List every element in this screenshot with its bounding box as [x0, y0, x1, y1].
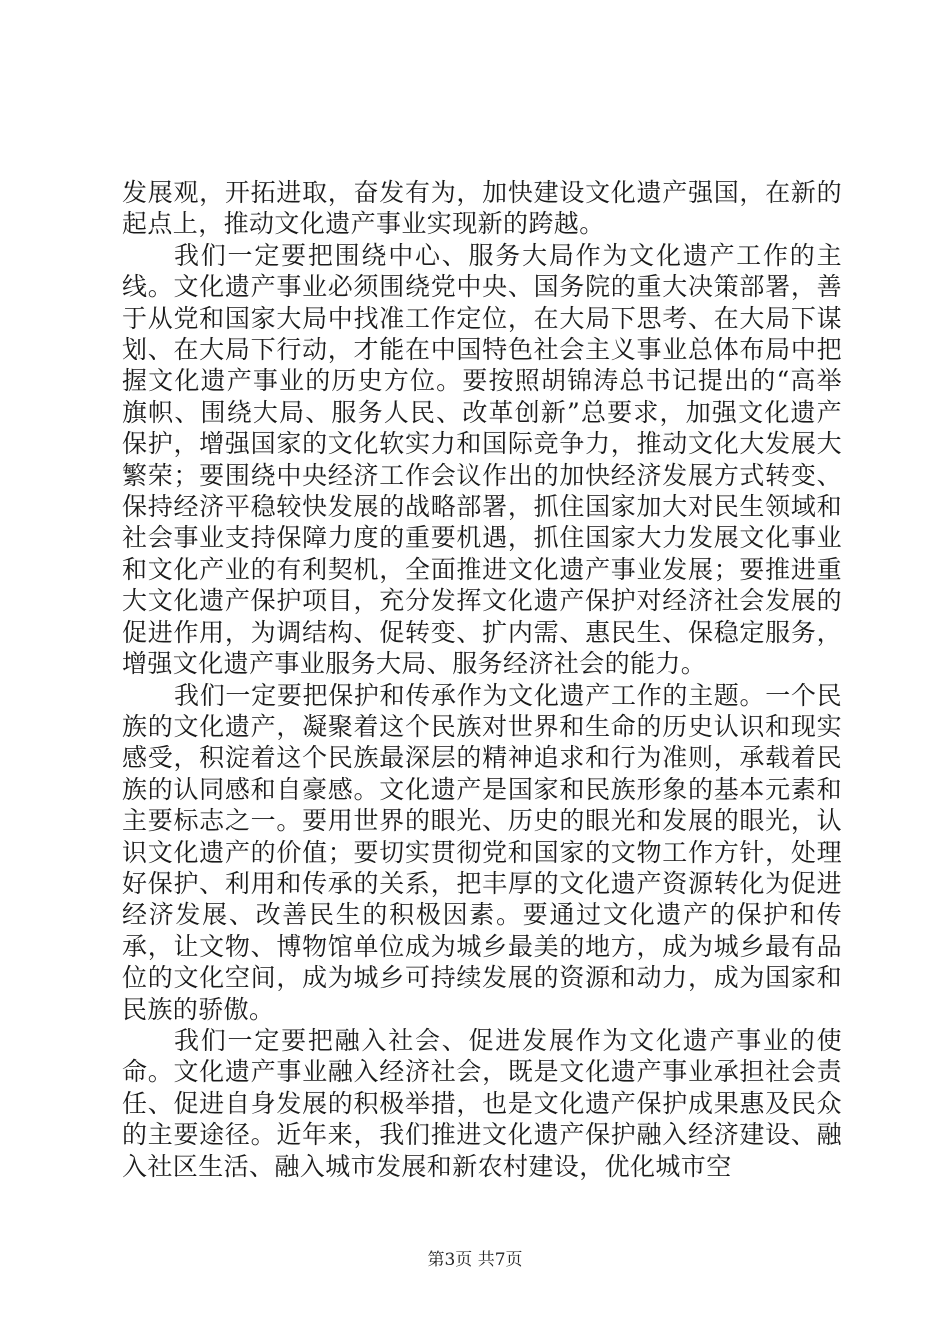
paragraph-mission: 我们一定要把融入社会、促进发展作为文化遗产事业的使命。文化遗产事业融入经济社会，既是文化遗产事业承担社会责任、促进自身发展的积极举措，也是文化遗产保护成果惠及民众的主要途径。近年来，我们推进文化遗产保护融入经济建设、融入社区生活、融入城市发展和新农村建设，优化城市空 — [122, 1025, 842, 1181]
document-body — [122, 177, 842, 1182]
paragraph-main-line: 我们一定要把围绕中心、服务大局作为文化遗产工作的主线。文化遗产事业必须围绕党中央、国务院的重大决策部署，善于从党和国家大局中找准工作定位，在大局下思考、在大局下谋划、在大局下行动，才能在中国特色社会主义事业总体布局中把握文化遗产事业的历史方位。要按照胡锦涛总书记提出的“高举旗帜、围绕大局、服务人民、改革创新”总要求，加强文化遗产保护，增强国家的文化软实力和国际竞争力，推动文化大发展大繁荣；要围绕中央经济工作会议作出的加快经济发展方式转变、保持经济平稳较快发展的战略部署，抓住国家加大对民生领域和社会事业支持保障力度的重要机遇，抓住国家大力发展文化事业和文化产业的有利契机，全面推进文化遗产事业发展；要推进重大文化遗产保护项目，充分发挥文化遗产保护对经济社会发展的促进作用，为调结构、促转变、扩内需、惠民生、保稳定服务，增强文化遗产事业服务大局、服务经济社会的能力。 — [122, 240, 842, 679]
paragraph-theme: 我们一定要把保护和传承作为文化遗产工作的主题。一个民族的文化遗产，凝聚着这个民族对世界和生命的历史认识和现实感受，积淀着这个民族最深层的精神追求和行为准则，承载着民族的认同感和自豪感。文化遗产是国家和民族形象的基本元素和主要标志之一。要用世界的眼光、历史的眼光和发展的眼光，认识文化遗产的价值；要切实贯彻党和国家的文物工作方针，处理好保护、利用和传承的关系，把丰厚的文化遗产资源转化为促进经济发展、改善民生的积极因素。要通过文化遗产的保护和传承，让文物、博物馆单位成为城乡最美的地方，成为城乡最有品位的文化空间，成为城乡可持续发展的资源和动力，成为国家和民族的骄傲。 — [122, 680, 842, 1024]
paragraph-continued: 发展观，开拓进取，奋发有为，加快建设文化遗产强国，在新的起点上，推动文化遗产事业实现新的跨越。 — [122, 178, 842, 239]
page-number-footer: 第3页 共7页 — [427, 1250, 523, 1270]
